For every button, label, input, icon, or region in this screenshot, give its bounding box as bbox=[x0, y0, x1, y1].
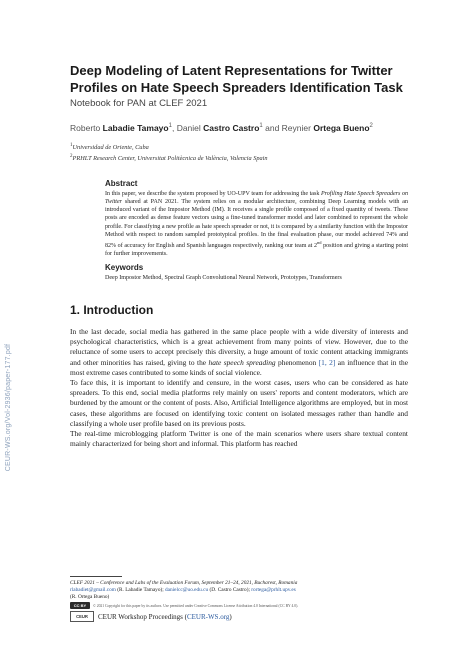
ceur-proceedings-label: CEUR Workshop Proceedings ( bbox=[98, 612, 187, 621]
keywords-heading: Keywords bbox=[105, 262, 144, 272]
author-affil-sup: 2 bbox=[369, 123, 373, 130]
author-affil-sup: 1 bbox=[168, 123, 172, 130]
keywords-text: Deep Impostor Method, Spectral Graph Convolutional Neural Network, Prototypes, Transformers bbox=[105, 274, 342, 281]
email-link[interactable]: danielcc@uo.edu.cu bbox=[165, 587, 209, 593]
ceur-logo-icon: CEUR bbox=[70, 611, 94, 622]
body-text-part: phenomenon bbox=[275, 357, 319, 367]
abstract-ordinal-sup: nd bbox=[316, 239, 322, 245]
footnotes bbox=[70, 576, 408, 622]
abstract-text bbox=[105, 190, 408, 258]
ceur-volume-id-text: CEUR-WS.org/Vol-2936/paper-177.pdf bbox=[5, 343, 13, 471]
abstract-block bbox=[105, 179, 408, 281]
ceur-close: ) bbox=[229, 612, 232, 621]
abstract-text-part: In this paper, we describe the system proposed by UO-UPV team for addressing the task bbox=[105, 191, 321, 198]
body-text-part: In the last decade, social media has gathered in the same place people with a wide diversity of interests and psychological characteristics, which is a great achievement from many points of view. However, due to the reluctance of some users to accept precisely this diversity, a huge amount of toxic content attacking immigrants and other minorities has raised, giving to the bbox=[70, 326, 408, 367]
conference-note bbox=[70, 580, 408, 587]
ceur-row bbox=[70, 611, 408, 622]
affiliations bbox=[70, 141, 408, 163]
ceur-proceedings bbox=[98, 613, 232, 621]
author-family-name: Castro Castro bbox=[203, 123, 260, 133]
abstract-heading: Abstract bbox=[105, 179, 138, 189]
affiliation-sup: 1 bbox=[70, 143, 73, 148]
license-row bbox=[70, 602, 408, 609]
affiliation-text: Universidad de Oriente, Cuba bbox=[72, 144, 149, 152]
author-affil-sup: 1 bbox=[259, 123, 263, 130]
conference-text: CLEF 2021 – Conference and Labs of the Evaluation Forum, September 21–24, 2021, Bucharest, Romania bbox=[70, 580, 298, 586]
paper-page bbox=[70, 62, 408, 449]
license-text: © 2021 Copyright for this paper by its authors. Use permitted under Creative Commons License Attribution 4.0 International (CC BY 4.0). bbox=[93, 603, 299, 608]
paper-subtitle: Notebook for PAN at CLEF 2021 bbox=[70, 98, 208, 109]
affiliation-item bbox=[70, 152, 408, 163]
author-given-name: Roberto bbox=[70, 123, 101, 133]
abstract-text-emphasis: Profiling Hate Speech Spreaders on Twitter bbox=[105, 191, 408, 206]
email-link[interactable]: rortega@prhlt.upv.es bbox=[251, 587, 296, 593]
citation-link[interactable]: [1, 2] bbox=[318, 357, 336, 367]
body-paragraph: To face this, it is important to identify and censure, in the worst cases, users who can be considered as hate spreaders. To this end, social media platforms rely mainly on users' reports and content moderators, which are burdened by the amount or the content of posts. Also, Artificial Intelligence algorithms are employed, but in most cases, these algorithms are focused on identifying toxic content on isolated messages rather than handle and classifying a whole user profile based on its previous posts. bbox=[70, 377, 408, 428]
author-given-name: Daniel bbox=[176, 123, 201, 133]
affiliation-item bbox=[70, 141, 408, 152]
email-owner: (R. Labadie Tamayo); bbox=[115, 587, 166, 593]
author-emails bbox=[70, 587, 408, 594]
author-list: Roberto Labadie Tamayo$^1$, Daniel Castro Castro$^1$ and Reynier Ortega Bueno$^2$ bbox=[70, 123, 373, 133]
author-given-name: Reynier bbox=[281, 123, 311, 133]
ceur-volume-id bbox=[2, 318, 16, 496]
body-text-part: an influence that in the most extreme cases contributed to some kinds of social violence. bbox=[70, 357, 408, 377]
author-and: and bbox=[265, 123, 280, 133]
affiliation-sup: 2 bbox=[70, 154, 73, 160]
body-paragraph: The real-time microblogging platform Twitter is one of the main scenarios where users share textual content mainly characterized for being short and informal. This platform has reached bbox=[70, 428, 408, 449]
cc-license-icon: CC BY bbox=[70, 602, 90, 609]
abstract-text-part: shared at PAN 2021. The system relies on a modular architecture, combining Deep Learning models with an introduced variant of the Impostor Method (IM). It receives a single profile composed of a fixed quantity of tweets. These posts are encoded as dense feature vectors using a fine-tuned transformer model and later combined to represent the whole profile. For classifying a new profile as hate speech spreader or not, it is compared by a similarity function with the Impostor Method with respect to random sampled prototypical profiles. In the final evaluation phase, our model achieved 74% and 82% of accuracy for English and Spanish languages respectively, ranking our team at 2 bbox=[105, 199, 408, 249]
body-text-emphasis: hate speech spreading bbox=[208, 357, 276, 367]
email-owner: (D. Castro Castro); bbox=[208, 587, 252, 593]
affiliation-text: PRHLT Research Center, Universitat Politècnica de València, Valencia Spain bbox=[72, 155, 268, 163]
abstract-text-part: position and giving a starting point for further improvements. bbox=[105, 242, 409, 257]
email-owner-line: (R. Ortega Bueno) bbox=[70, 594, 110, 600]
footnote-rule bbox=[70, 576, 122, 577]
introduction-body bbox=[70, 327, 408, 449]
author-family-name: Labadie Tamayo bbox=[102, 123, 169, 133]
author-family-name: Ortega Bueno bbox=[313, 123, 370, 133]
section-heading-introduction: 1. Introduction bbox=[70, 302, 154, 317]
body-paragraph bbox=[70, 327, 408, 378]
paper-title: Deep Modeling of Latent Representations for Twitter Profiles on Hate Speech Spreaders Identification Task bbox=[70, 63, 403, 95]
email-link[interactable]: rlabadiet@gmail.com bbox=[70, 587, 116, 593]
ceur-link[interactable]: CEUR-WS.org bbox=[186, 612, 230, 621]
